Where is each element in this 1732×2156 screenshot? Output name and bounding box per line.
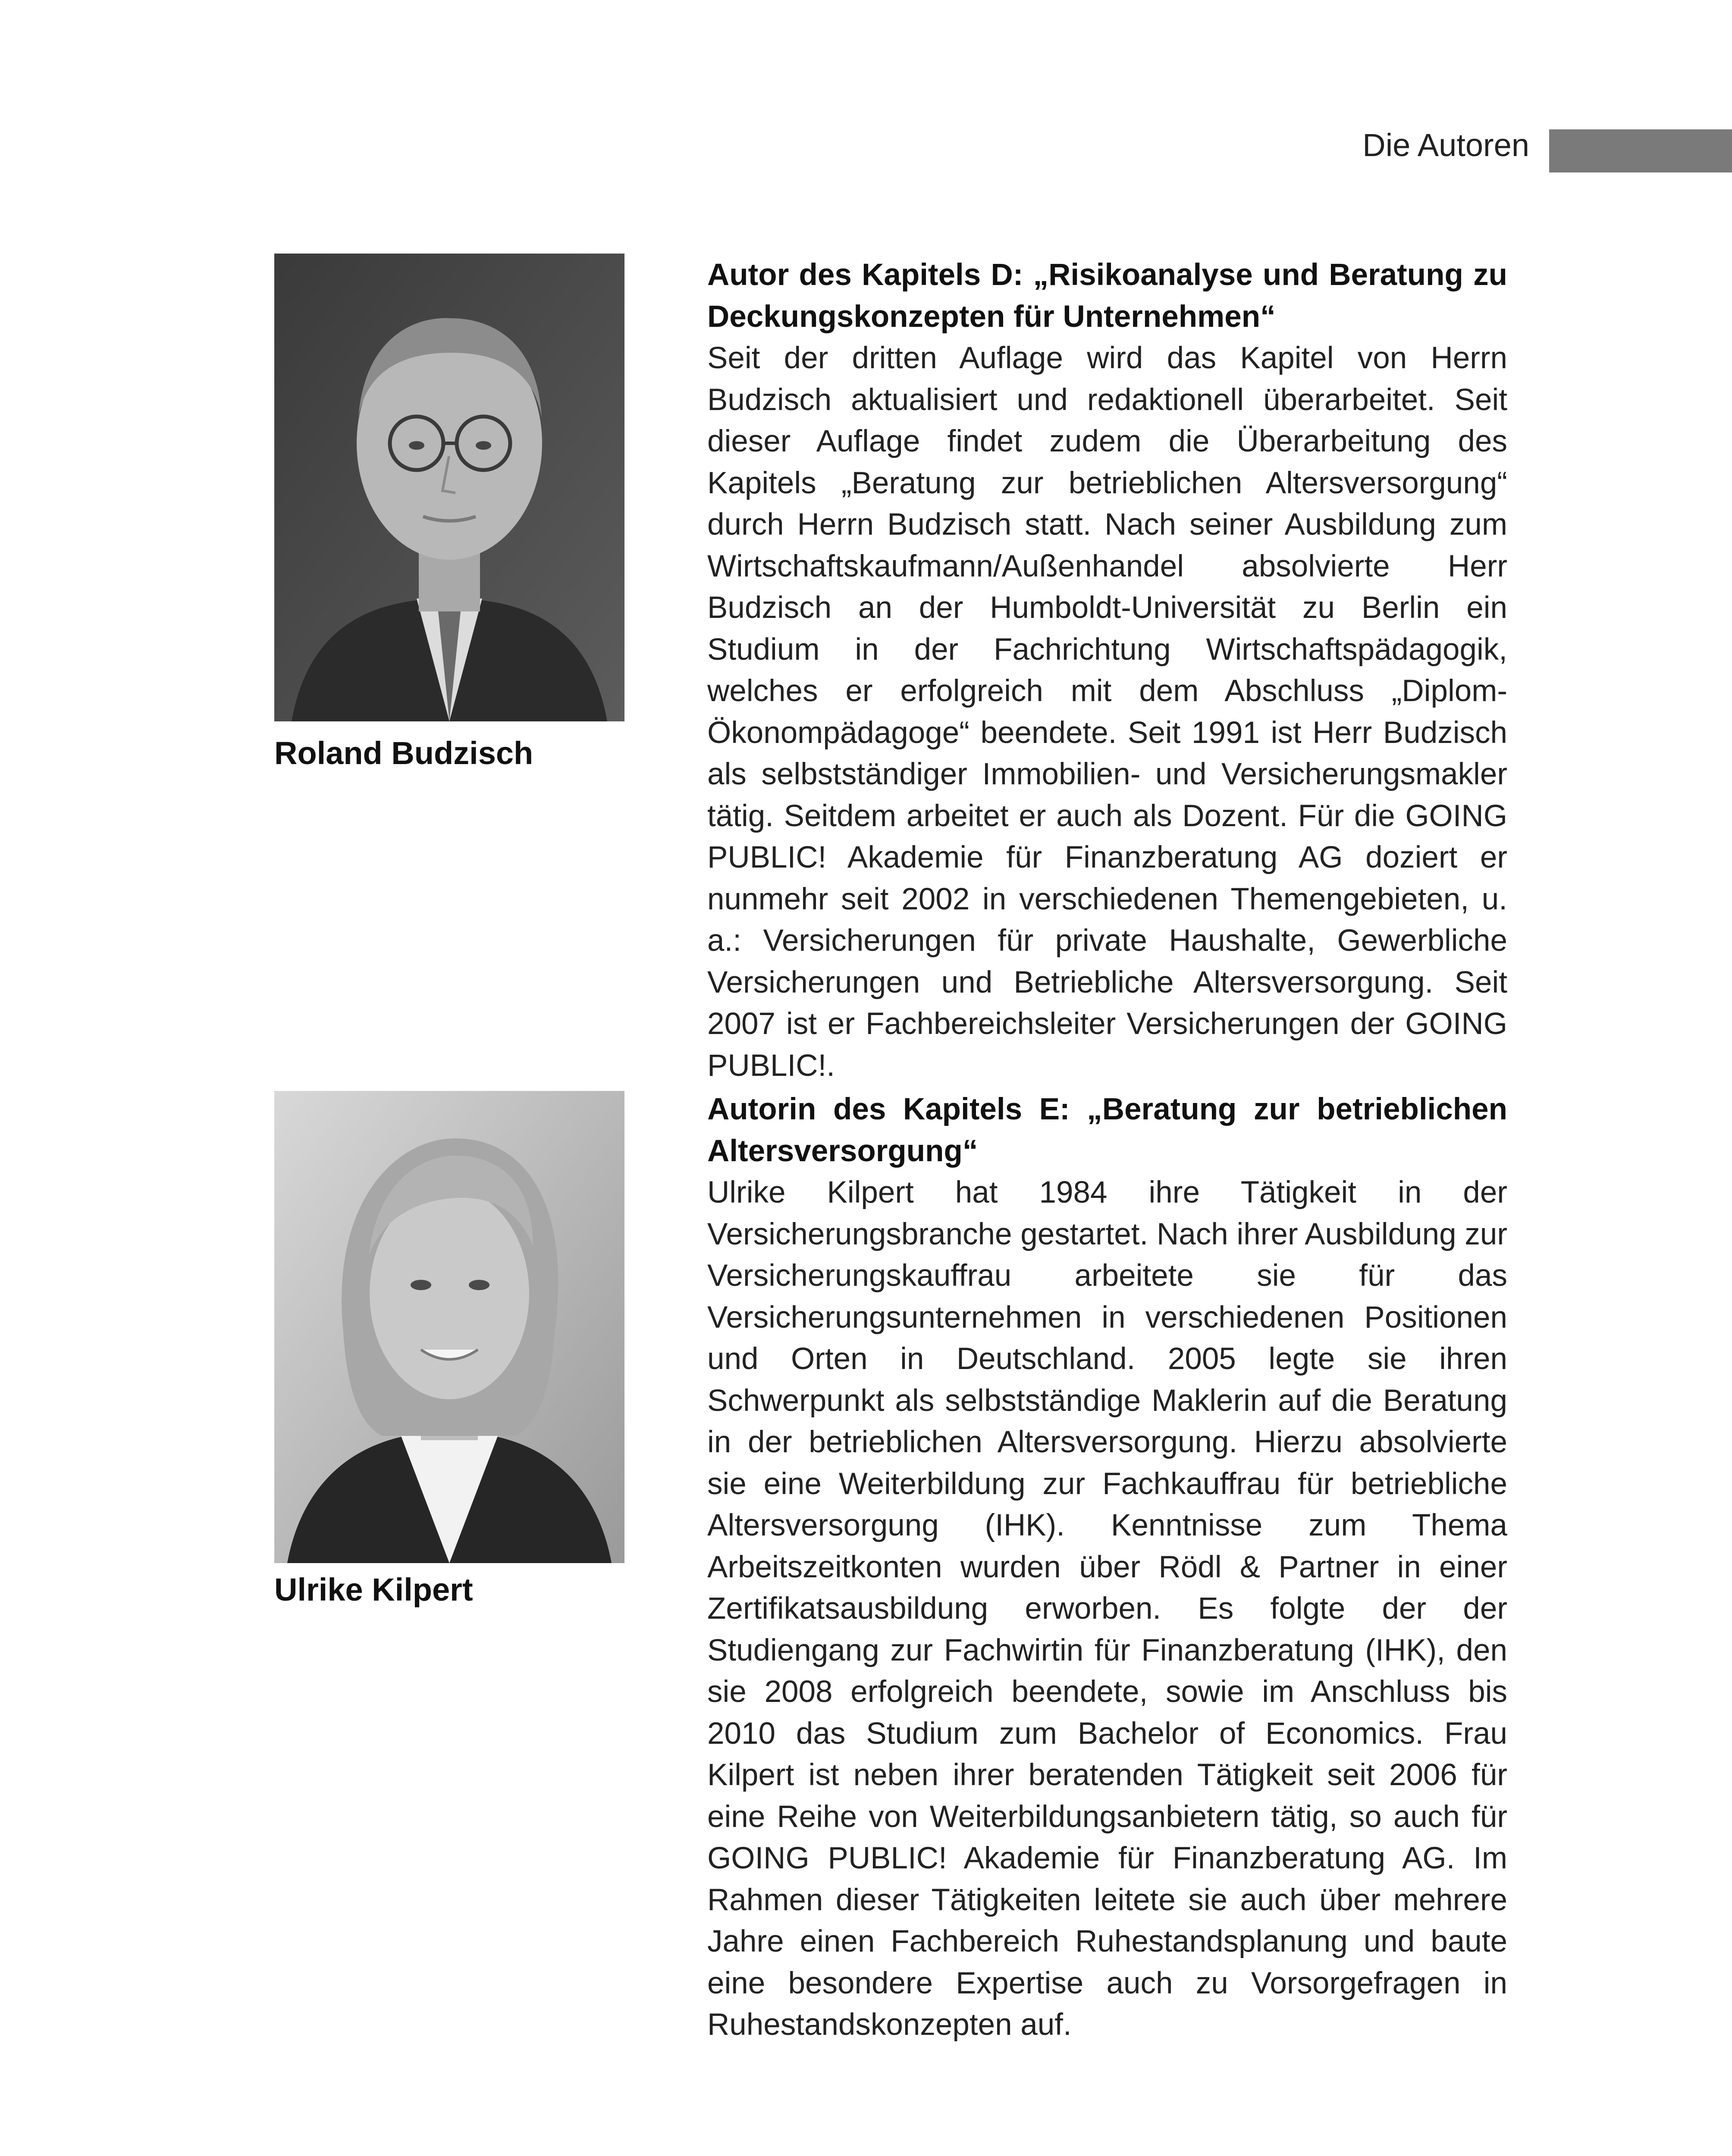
author-photo-budzisch: [274, 254, 624, 721]
header-accent-bar: [1549, 129, 1732, 172]
author-bio-text: Ulrike Kilpert hat 1984 ihre Tätigkeit in der Versicherungsbranche gestartet. Nach ihrer Ausbildung zur Versicherungskauffrau arbeitete sie für das Versicherungsunternehmen in verschiedenen Positionen und Orten in Deutschland. 2005 legte sie ihren Schwerpunkt als selbstständige Maklerin auf die Beratung in der betrieblichen Altersversorgung. Hierzu absolvierte sie eine Weiterbildung zur Fachkauffrau für betriebliche Altersversorgung (IHK). Kenntnisse zum Thema Arbeitszeitkonten wurden über Rödl & Partner in einer Zertifikatsausbildung erworben. Es folgte der der Studiengang zur Fachwirtin für Finanzberatung (IHK), den sie 2008 erfolgreich beendete, sowie im Anschluss bis 2010 das Studium zum Bachelor of Economics. Frau Kilpert ist neben ihrer beratenden Tätigkeit seit 2006 für eine Reihe von Weiterbildungsanbietern tätig, so auch für GOING PUBLIC! Akademie für Finanzberatung AG. Im Rahmen dieser Tätigkeiten leitete sie auch über mehrere Jahre einen Fachbereich Ruhestandsplanung und baute eine besondere Expertise auch zu Vorsorgefragen in Ruhestandskonzepten auf.: [707, 1175, 1507, 2042]
author-chapter-heading: Autor des Kapitels D: „Risikoanalyse und Beratung zu Deckungskonzepten für Unternehmen“: [707, 258, 1507, 334]
author-bio-block-kilpert: [707, 1089, 1507, 2046]
running-header-title: Die Autoren: [1362, 127, 1529, 163]
author-name-budzisch: Roland Budzisch: [274, 735, 533, 771]
author-chapter-heading: Autorin des Kapitels E: „Beratung zur betrieblichen Altersversorgung“: [707, 1092, 1507, 1168]
portrait-woman-icon: [274, 1091, 624, 1563]
author-name-kilpert: Ulrike Kilpert: [274, 1572, 473, 1608]
author-bio-block-budzisch: [707, 254, 1507, 1087]
portrait-man-icon: [274, 254, 624, 721]
author-bio-text: Seit der dritten Auflage wird das Kapitel von Herrn Budzisch aktualisiert und redaktionell überarbeitet. Seit dieser Auflage findet zudem die Überarbeitung des Kapitels „Beratung zur betrieblichen Altersversorgung“ durch Herrn Budzisch statt. Nach seiner Ausbildung zum Wirtschaftskaufmann/Außenhandel absolvierte Herr Budzisch an der Humboldt-Universität zu Berlin ein Studium in der Fachrichtung Wirtschaftspädagogik, welches er erfolgreich mit dem Abschluss „Diplom-Ökonompädagoge“ beendete. Seit 1991 ist Herr Budzisch als selbstständiger Immobilien- und Versicherungsmakler tätig. Seitdem arbeitet er auch als Dozent. Für die GOING PUBLIC! Akademie für Finanzberatung AG doziert er nunmehr seit 2002 in verschiedenen Themengebieten, u. a.: Versicherungen für private Haushalte, Gewerbliche Versicherungen und Betriebliche Altersversorgung. Seit 2007 ist er Fachbereichsleiter Versicherungen der GOING PUBLIC!.: [707, 341, 1507, 1083]
author-photo-kilpert: [274, 1091, 624, 1563]
